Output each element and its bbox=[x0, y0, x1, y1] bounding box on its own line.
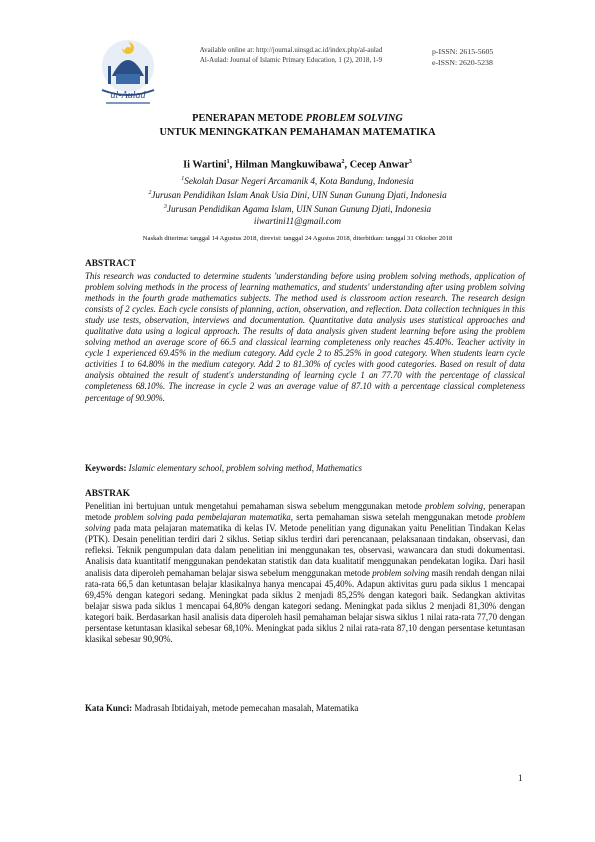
keywords-label: Keywords: bbox=[85, 463, 127, 473]
journal-header bbox=[176, 46, 406, 65]
e-issn: e-ISSN: 2620-5238 bbox=[432, 58, 493, 67]
title-line2: UNTUK MENINGKATKAN PEMAHAMAN MATEMATIKA bbox=[159, 127, 436, 138]
author-1: Ii Wartini bbox=[183, 159, 227, 171]
p-issn: p-ISSN: 2615-5605 bbox=[432, 47, 494, 56]
affiliations bbox=[60, 174, 535, 227]
title-line1-italic: PROBLEM SOLVING bbox=[305, 113, 403, 124]
abstract-heading: ABSTRACT bbox=[85, 259, 136, 269]
kata-kunci-value: Madrasah Ibtidaiyah, metode pemecahan masalah, Matematika bbox=[134, 703, 359, 713]
affiliation-1: $^1$Sekolah Dasar Negeri Arcamanik 4, Kota Bandung, Indonesia bbox=[181, 176, 414, 187]
author-2: Hilman Mangkuwibawa bbox=[234, 159, 342, 171]
author-list: Ii Wartini$^1$, Hilman Mangkuwibawa$^2$, Cecep Anwar$^3$ bbox=[183, 159, 412, 171]
keywords-value: Islamic elementary school, problem solving method, Mathematics bbox=[128, 463, 362, 473]
title-line1: PENERAPAN METODE bbox=[192, 113, 306, 124]
author-email[interactable]: iiwartini11@gmail.com bbox=[253, 215, 342, 226]
abstrak-heading: ABSTRAK bbox=[85, 489, 130, 499]
author-3: Cecep Anwar bbox=[349, 159, 409, 171]
journal-citation-line: Al-Aulad: Journal of Islamic Primary Education, 1 (2), 2018, 1-9 bbox=[199, 55, 383, 64]
journal-logo bbox=[82, 36, 174, 112]
issn-block bbox=[432, 46, 542, 68]
kata-kunci-label: Kata Kunci: bbox=[85, 703, 133, 713]
affiliation-3: $^3$Jurusan Pendidikan Agama Islam, UIN Sunan Gunung Djati, Indonesia bbox=[163, 203, 432, 214]
keywords-en bbox=[85, 463, 525, 473]
logo-text: al-Aulad bbox=[110, 90, 146, 101]
submission-dates: Naskah diterima: tanggal 14 Agustus 2018, direvisi: tanggal 24 Agustus 2018, diterbitkan: tanggal 31 Oktober 2018 bbox=[142, 235, 453, 242]
paper-title bbox=[60, 112, 535, 140]
page-number: 1 bbox=[518, 773, 523, 783]
keywords-id bbox=[85, 703, 525, 713]
availability-line[interactable]: Available online at: http://journal.uinsgd.ac.id/index.php/al-aulad bbox=[199, 46, 383, 54]
abstract-body: This research was conducted to determine students 'understanding before using problem solving methods, application of problem solving methods in the process of learning mathematics, and students' understanding after using problem solving methods in the fourth grade mathematics subjects. The method used is classroom action research. The research design consists of 2 cycles. Each cycle consists of planning, action, observation, and reflection. Data collection techniques in this study use tests, observation, interviews and documentation. Quantitative data analysis uses statistical approaches and qualitative data using a logical approach. The results of data analysis given student learning before using the problem solving method an average score of 66.5 and classical learning completeness only reaches 45.40%. Teacher activity in cycle 1 experienced 69.45% in the medium category. Add cycle 2 to 85.25% in good category. When students learn cycle activities 1 to 64.80% in the medium category. Add 2 to 81.30% of cycles with good categories. Based on result of data analysis obtained the result of student's understanding of learning cycle 1 an 77.70 with the percentage of classical completeness 68.10%. The increase in cycle 2 was an average value of 87.10 with a percentage classical completeness percentage of 90.90%. bbox=[85, 271, 525, 403]
abstrak-body: Penelitian ini bertujuan untuk mengetahui pemahaman siswa sebelum menggunakan metode problem solving, penerapan metode problem solving pada pembelajaran matematika, serta pemahaman siswa setelah menggunakan metode problem solving pada mata pelajaran matematika di kelas IV. Metode penelitian yang digunakan yaitu Penelitian Tindakan Kelas (PTK). Desain penelitian terdiri dari 2 siklus. Setiap siklus terdiri dari perencanaan, pelaksanaan tindakan, observasi, dan refleksi. Teknik pengumpulan data dalam penelitian ini menggunakan tes, observasi, wawancara dan studi dokumentasi. Analisis data kuantitatif menggunakan pendekatan statistik dan data kualitatif menggunakan pendekatan logika. Dari hasil analisis data diperoleh pemahaman belajar siswa sebelum menggunakan metode problem solving masih rendah dengan nilai rata-rata 66,5 dan ketuntasan belajar klasikalnya hanya mencapai 45,40%. Adapun aktivitas guru pada siklus 1 mencapai 69,45% dengan kategori sedang. Meningkat pada siklus 2 menjadi 85,25% dengan kategori baik. Sedangkan aktivitas belajar siswa pada siklus 1 mencapai 64,80% dengan kategori sedang. Meningkat pada siklus 2 menjadi 81,30% dengan kategori baik. Berdasarkan hasil analisis data diperoleh hasil pemahaman belajar siswa siklus 1 nilai rata-rata 77,70 dengan persentase ketuntasan klasikal sebesar 68,10%. Meningkat pada siklus 2 nilai rata-rata 87,10 dengan persentase ketuntasan klasikal sebesar 90,90%. bbox=[85, 501, 526, 645]
affiliation-2: $^2$Jurusan Pendidikan Islam Anak Usia Dini, UIN Sunan Gunung Djati, Indonesia bbox=[148, 189, 447, 200]
